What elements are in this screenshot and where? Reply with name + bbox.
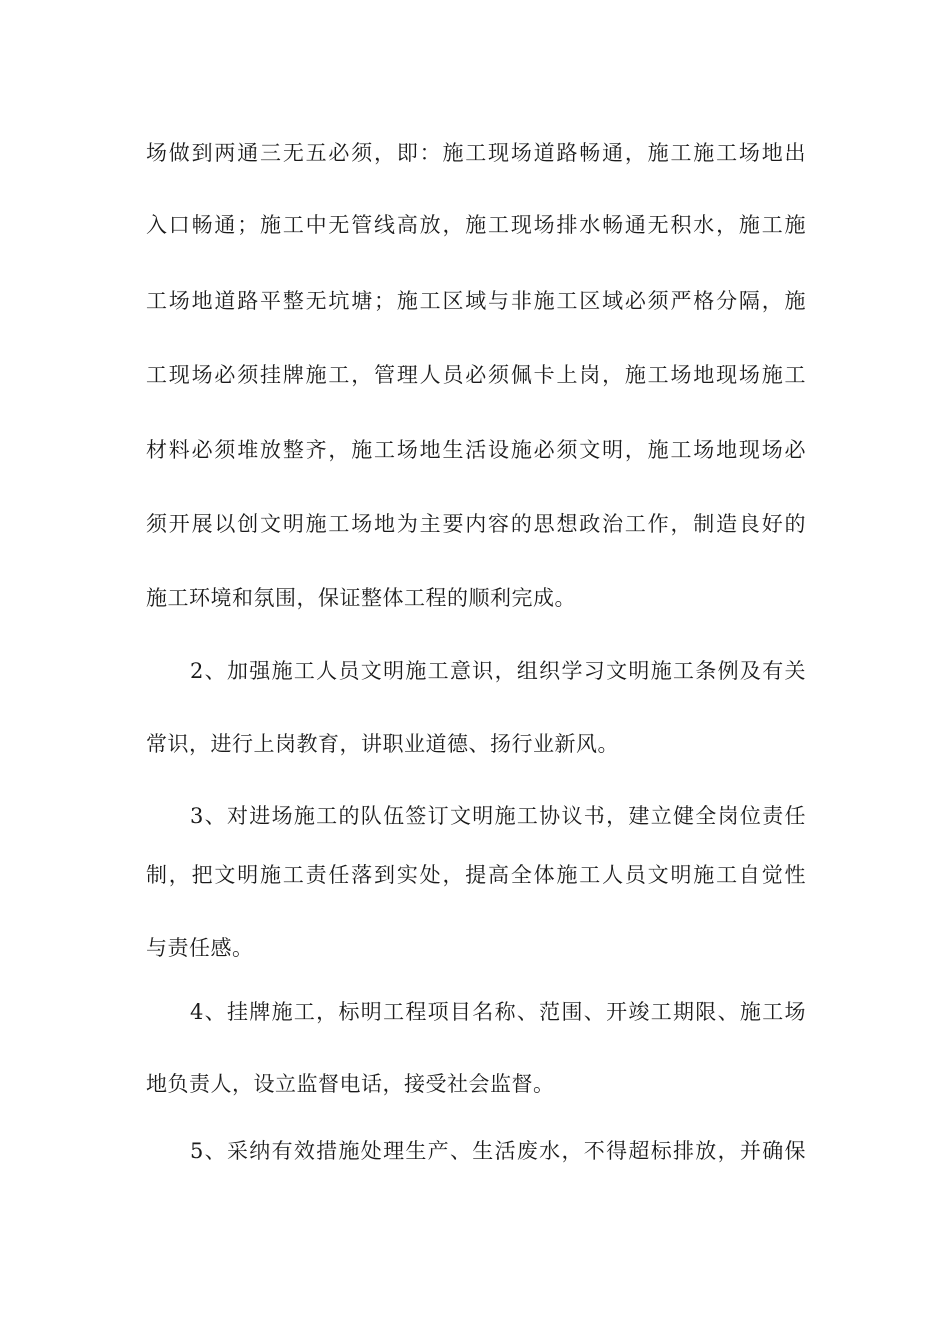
list-item-3-line: 3、对进场施工的队伍签订文明施工协议书，建立健全岗位责任 [190,804,806,828]
list-item-3-line: 制，把文明施工责任落到实处，提高全体施工人员文明施工自觉性 [146,863,806,887]
paragraph-line: 施工环境和氛围，保证整体工程的顺利完成。 [146,586,576,610]
paragraph-line: 须开展以创文明施工场地为主要内容的思想政治工作，制造良好的 [146,512,806,536]
list-item-2-line: 常识，进行上岗教育，讲职业道德、扬行业新风。 [146,732,619,756]
paragraph-line: 工现场必须挂牌施工，管理人员必须佩卡上岗，施工场地现场施工 [146,363,806,387]
paragraph-line: 工场地道路平整无坑塘；施工区域与非施工区域必须严格分隔，施 [146,289,806,313]
paragraph-line: 场做到两通三无五必须，即：施工现场道路畅通，施工施工场地出 [146,141,806,165]
list-item-3-line: 与责任感。 [146,936,254,960]
list-item-4-line: 4、挂牌施工，标明工程项目名称、范围、开竣工期限、施工场 [190,1000,806,1024]
paragraph-line: 材料必须堆放整齐，施工场地生活设施必须文明，施工场地现场必 [146,438,806,462]
list-item-2-line: 2、加强施工人员文明施工意识，组织学习文明施工条例及有关 [190,659,806,683]
paragraph-line: 入口畅通；施工中无管线高放，施工现场排水畅通无积水，施工施 [146,213,806,237]
list-item-5-line: 5、采纳有效措施处理生产、生活废水，不得超标排放，并确保 [190,1139,806,1163]
list-item-4-line: 地负责人，设立监督电话，接受社会监督。 [146,1072,555,1096]
